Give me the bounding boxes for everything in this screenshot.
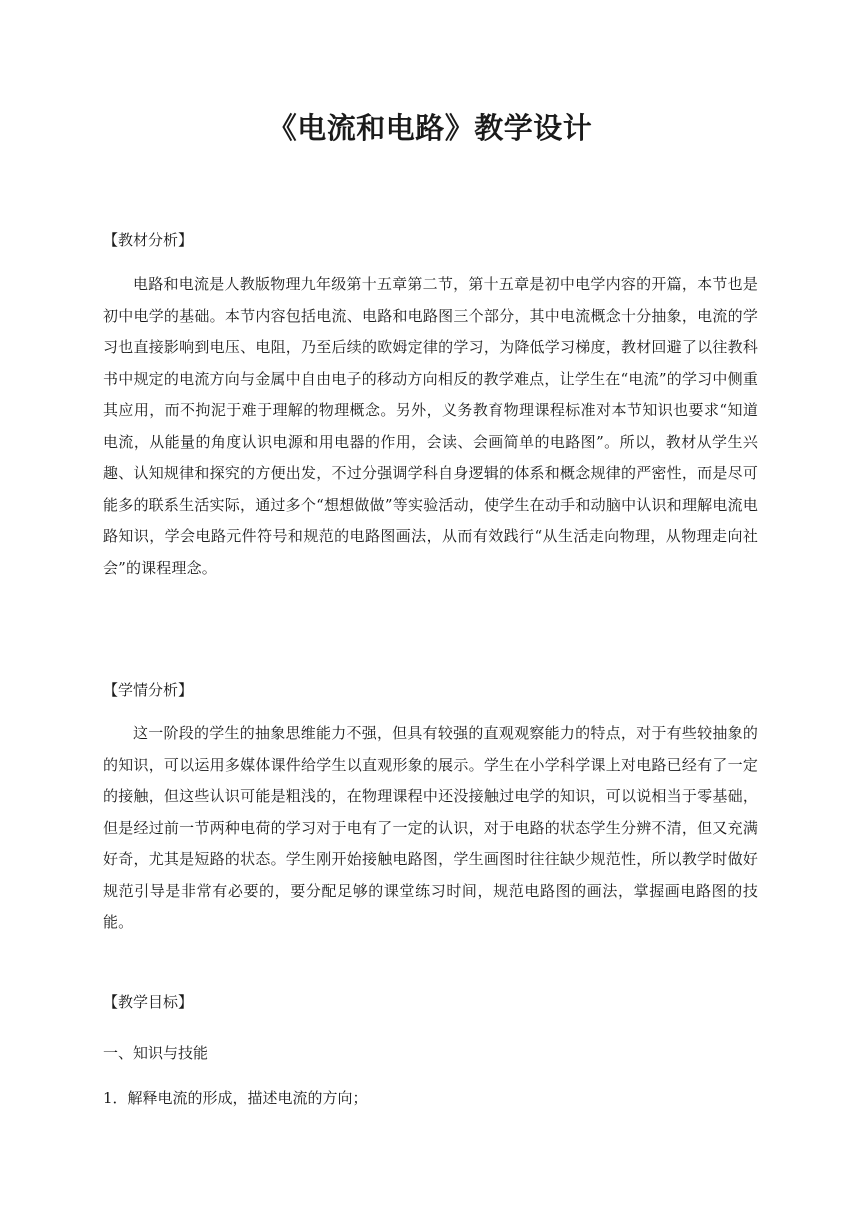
section-heading-student-analysis: 【学情分析】 bbox=[103, 681, 194, 699]
document-title: 《电流和电路》教学设计 bbox=[267, 111, 593, 145]
subheading-knowledge-skills: 一、知识与技能 bbox=[103, 1044, 209, 1062]
section-heading-textbook-analysis: 【教材分析】 bbox=[103, 231, 194, 249]
section-paragraph-student-analysis: 这一阶段的学生的抽象思维能力不强，但具有较强的直观观察能力的特点，对于有些较抽象的的知识，可以运用多媒体课件给学生以直观形象的展示。学生在小学科学课上对电路已经有了一定的接触，但这些认识可能是粗浅的，在物理课程中还没接触过电学的知识，可以说相当于零基础，但是经过前一节两种电荷的学习对于电有了一定的认识，对于电路的状态学生分辨不清，但又充满好奇，尤其是短路的状态。学生刚开始接触电路图，学生画图时往往缺少规范性，所以教学时做好规范引导是非常有必要的，要分配足够的课堂练习时间，规范电路图的画法，掌握画电路图的技能。 bbox=[103, 724, 758, 931]
section-heading-teaching-goals: 【教学目标】 bbox=[103, 993, 194, 1011]
section-paragraph-textbook-analysis: 电路和电流是人教版物理九年级第十五章第二节，第十五章是初中电学内容的开篇，本节也是初中电学的基础。本节内容包括电流、电路和电路图三个部分，其中电流概念十分抽象，电流的学习也直接影响到电压、电阻，乃至后续的欧姆定律的学习，为降低学习梯度，教材回避了以往教科书中规定的电流方向与金属中自由电子的移动方向相反的教学难点，让学生在“电流”的学习中侧重其应用，而不拘泥于难于理解的物理概念。另外，义务教育物理课程标准对本节知识也要求“知道电流，从能量的角度认识电源和用电器的作用，会读、会画简单的电路图”。所以，教材从学生兴趣、认知规律和探究的方便出发，不过分强调学科自身逻辑的体系和概念规律的严密性，而是尽可能多的联系生活实际，通过多个“想想做做”等实验活动，使学生在动手和动脑中认识和理解电流电路知识，学会电路元件符号和规范的电路图画法，从而有效践行“从生活走向物理，从物理走向社会”的课程理念。 bbox=[103, 275, 758, 577]
goal-item-1: 1．解释电流的形成，描述电流的方向； bbox=[103, 1089, 368, 1107]
